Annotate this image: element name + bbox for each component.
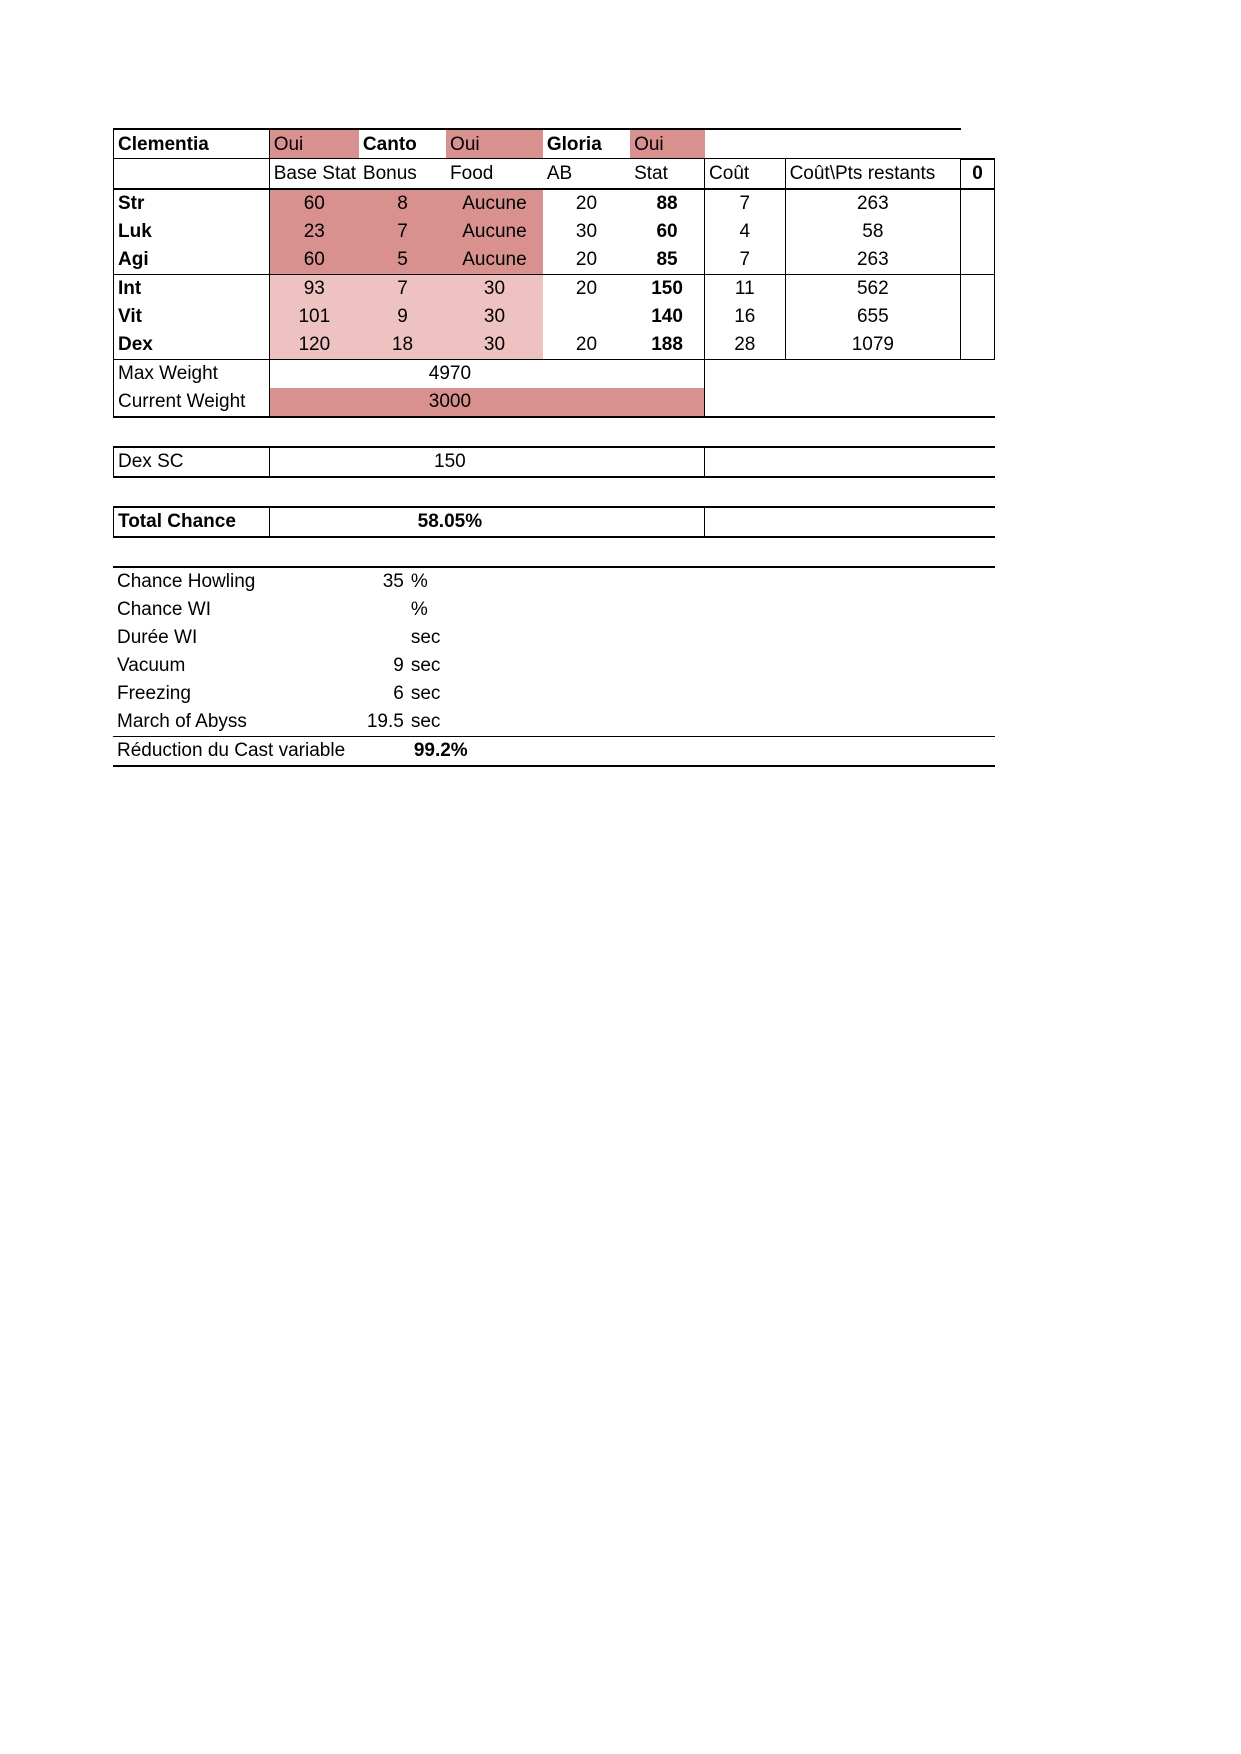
list-item: [113, 624, 995, 652]
gloria-label: Gloria: [543, 129, 630, 159]
max-weight-blank-3: [961, 359, 995, 388]
agi-food: Aucune: [446, 246, 543, 275]
header-ab: AB: [543, 159, 630, 189]
spacer-row-1: [114, 417, 995, 447]
dex-base: 120: [269, 331, 359, 360]
freezing-value: 6: [393, 683, 404, 704]
duree-wi-value: [334, 624, 408, 652]
int-stat: 150: [630, 274, 704, 303]
spacer-cell-3: [114, 537, 995, 566]
stat-name-luk: Luk: [114, 218, 270, 246]
vit-bonus: 9: [359, 303, 446, 331]
chance-wi-value: [334, 596, 408, 624]
chance-wi-label: Chance WI: [117, 599, 211, 620]
str-cout-pts: 263: [785, 189, 961, 218]
header-stat: Stat: [630, 159, 704, 189]
str-rest: [961, 189, 995, 218]
table-row: [114, 189, 995, 218]
luk-rest: [961, 218, 995, 246]
duree-wi-label: Durée WI: [117, 627, 198, 648]
header-cout-pts: Coût\Pts restants: [785, 159, 961, 189]
vacuum-rest: [473, 652, 995, 680]
stat-name-str: Str: [114, 189, 270, 218]
buff-header-row: [114, 129, 995, 159]
dex-sc-value: 150: [269, 447, 630, 477]
total-chance-blank-1: [705, 507, 786, 537]
list-item: [113, 652, 995, 680]
gloria-value: Oui: [630, 129, 704, 159]
str-cout: 7: [705, 189, 786, 218]
current-weight-value: 3000: [269, 388, 630, 417]
stats-table: [113, 128, 995, 566]
buff-row-blank-3: [961, 129, 995, 159]
int-food: 30: [446, 274, 543, 303]
spacer-cell-1: [114, 417, 995, 447]
vacuum-value: 9: [393, 655, 404, 676]
current-weight-pad: [630, 388, 704, 417]
int-bonus: 7: [359, 274, 446, 303]
canto-value: Oui: [446, 129, 543, 159]
spacer-cell-2: [114, 477, 995, 507]
luk-cout: 4: [705, 218, 786, 246]
total-chance-blank-2: [785, 507, 961, 537]
table-row: [114, 388, 995, 417]
agi-ab: 20: [543, 246, 630, 275]
total-chance-blank-3: [961, 507, 995, 537]
header-cout: Coût: [705, 159, 786, 189]
dex-stat: 188: [630, 331, 704, 360]
freezing-rest: [473, 680, 995, 708]
table-row: [114, 246, 995, 275]
column-header-row: [114, 159, 995, 189]
cast-reduction-rest: [473, 736, 995, 766]
duree-wi-rest: [473, 624, 995, 652]
header-label-blank: [114, 159, 270, 189]
header-base-stat: Base Stat: [269, 159, 359, 189]
table-row: [114, 359, 995, 388]
header-bonus: Bonus: [359, 159, 446, 189]
agi-cout: 7: [705, 246, 786, 275]
march-of-abyss-label: March of Abyss: [113, 708, 334, 737]
luk-cout-pts: 58: [785, 218, 961, 246]
agi-base: 60: [269, 246, 359, 275]
skills-table: [113, 566, 995, 767]
current-weight-blank-3: [961, 388, 995, 417]
canto-label: Canto: [359, 129, 446, 159]
vit-cout-pts: 655: [785, 303, 961, 331]
duree-wi-unit: sec: [410, 627, 441, 648]
int-rest: [961, 274, 995, 303]
chance-wi-unit: %: [410, 599, 428, 620]
current-weight-blank-1: [705, 388, 786, 417]
max-weight-blank-1: [705, 359, 786, 388]
freezing-label: Freezing: [117, 683, 191, 704]
max-weight-value: 4970: [428, 363, 472, 384]
agi-rest: [961, 246, 995, 275]
chance-howling-label: Chance Howling: [113, 567, 334, 596]
freezing-unit: sec: [410, 683, 441, 704]
dex-cout: 28: [705, 331, 786, 360]
stat-name-vit: Vit: [114, 303, 270, 331]
list-item: [113, 708, 995, 737]
cast-reduction-value: 99.2%: [408, 736, 473, 766]
total-chance-pad: [630, 507, 704, 537]
max-weight-pad: [630, 359, 704, 388]
list-item: [113, 596, 995, 624]
luk-food: Aucune: [446, 218, 543, 246]
max-weight-blank-2: [785, 359, 961, 388]
current-weight-blank-2: [785, 388, 961, 417]
int-cout: 11: [705, 274, 786, 303]
chance-howling-unit: %: [408, 567, 473, 596]
str-ab: 20: [575, 193, 598, 214]
chance-wi-rest: [473, 596, 995, 624]
table-row: [114, 218, 995, 246]
list-item: [113, 567, 995, 596]
dex-sc-pad: [630, 447, 704, 477]
luk-stat: 60: [630, 218, 704, 246]
vit-base: 101: [269, 303, 359, 331]
vacuum-unit: sec: [410, 655, 441, 676]
str-base: 60: [269, 189, 359, 218]
clementia-value: Oui: [269, 129, 359, 159]
dex-ab: 20: [543, 331, 630, 360]
vit-cout: 16: [705, 303, 786, 331]
dex-sc-label: Dex SC: [114, 447, 270, 477]
str-bonus: 8: [359, 189, 446, 218]
dex-food: 30: [446, 331, 543, 360]
stat-name-dex: Dex: [114, 331, 270, 360]
dex-sc-row: [114, 447, 995, 477]
str-stat: 88: [630, 189, 704, 218]
int-ab: 20: [575, 278, 598, 299]
total-chance-label: Total Chance: [114, 507, 270, 537]
cast-reduction-row: [113, 736, 995, 766]
total-chance-value: 58.05%: [269, 507, 630, 537]
chance-howling-rest: [473, 567, 995, 596]
vit-ab: [543, 303, 630, 331]
current-weight-label: Current Weight: [114, 388, 270, 417]
dex-sc-blank-2: [785, 447, 961, 477]
spacer-row-3: [114, 537, 995, 566]
int-base: 93: [269, 274, 359, 303]
max-weight-label: Max Weight: [114, 359, 270, 388]
march-of-abyss-rest: [473, 708, 995, 737]
points-restants-value: 0: [961, 159, 995, 189]
header-food: Food: [446, 159, 543, 189]
vacuum-label: Vacuum: [117, 655, 186, 676]
buff-row-blank-2: [785, 129, 961, 159]
spreadsheet-area: [113, 128, 995, 767]
chance-howling-value: 35: [334, 567, 408, 596]
list-item: [113, 680, 995, 708]
table-row: [114, 274, 995, 303]
agi-stat: 85: [630, 246, 704, 275]
vit-food: 30: [446, 303, 543, 331]
stat-name-agi: Agi: [114, 246, 270, 275]
luk-ab: 30: [575, 221, 598, 242]
vit-rest: [961, 303, 995, 331]
spacer-row-2: [114, 477, 995, 507]
dex-sc-blank-1: [705, 447, 786, 477]
table-row: [114, 303, 995, 331]
luk-base: 23: [269, 218, 359, 246]
vit-stat: 140: [630, 303, 704, 331]
dex-bonus: 18: [359, 331, 446, 360]
character-name: Clementia: [114, 129, 270, 159]
dex-rest: [961, 331, 995, 360]
stat-name-int: Int: [114, 274, 270, 303]
table-row: [114, 331, 995, 360]
buff-row-blank-1: [705, 129, 786, 159]
march-of-abyss-unit: sec: [408, 708, 473, 737]
cast-reduction-label: Réduction du Cast variable: [113, 736, 408, 766]
march-of-abyss-value: 19.5: [334, 708, 408, 737]
agi-cout-pts: 263: [785, 246, 961, 275]
str-food: Aucune: [446, 189, 543, 218]
total-chance-row: [114, 507, 995, 537]
int-cout-pts: 562: [785, 274, 961, 303]
luk-bonus: 7: [359, 218, 446, 246]
dex-cout-pts: 1079: [785, 331, 961, 360]
dex-sc-blank-3: [961, 447, 995, 477]
agi-bonus: 5: [359, 246, 446, 275]
